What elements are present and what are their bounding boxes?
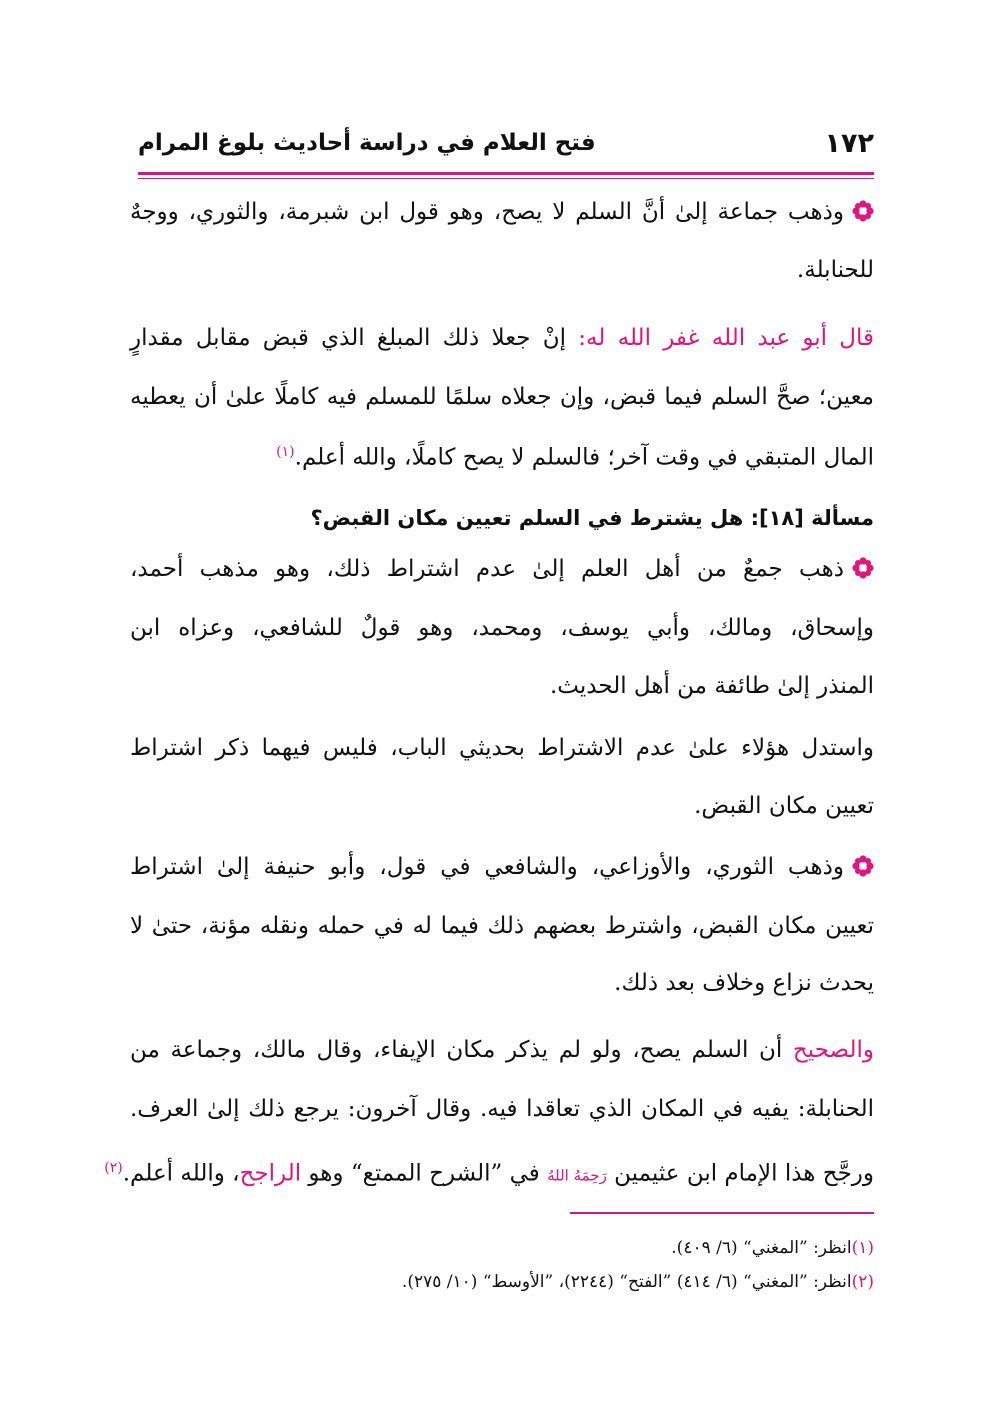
p6-line3-c: ، والله أعلم. (122, 1160, 240, 1187)
p1-line1: وذهب جماعة إلىٰ أنَّ السلم لا يصح، وهو قول ابن شبرمة، والثوري، ووجهٌ (130, 199, 844, 225)
paragraph-line (130, 851, 874, 883)
p2-line3: المال المتبقي في وقت آخر؛ فالسلم لا يصح كاملًا، والله أعلم. (294, 444, 874, 471)
p3-line1: ذهب جمعٌ من أهل العلم إلىٰ عدم اشتراط ذلك، وهو مذهب أحمد، (130, 556, 844, 582)
p2-line1: إنْ جعلا ذلك المبلغ الذي قبض مقابل مقدارٍ (130, 325, 579, 351)
header-rule-bottom (138, 178, 874, 179)
book-title: فتح العلام في دراسة أحاديث بلوغ المرام (138, 130, 596, 156)
paragraph-line (130, 1034, 874, 1066)
footnote (671, 1236, 874, 1260)
paragraph-line (130, 322, 874, 354)
p6-line2: الحنابلة: يفيه في المكان الذي تعاقدا فيه. وقال آخرون: يرجع ذلك إلىٰ العرف. (130, 1096, 874, 1122)
p1-line2: للحنابلة. (796, 257, 874, 283)
footnote-separator (570, 1212, 874, 1214)
paragraph-line (130, 553, 874, 585)
p2-line2: معين؛ صحَّ السلم فيما قبض، وإن جعلاه سلمًا للمسلم فيه كاملًا علىٰ أن يعطيه (130, 384, 874, 410)
p4-line2: تعيين مكان القبض. (694, 793, 874, 819)
p5-line3: يحدث نزاع وخلاف بعد ذلك. (614, 970, 874, 996)
footnote-marker[interactable]: (١) (276, 444, 295, 460)
page-header (138, 128, 874, 168)
flower-ornament-icon (852, 200, 874, 222)
paragraph-line (130, 436, 874, 474)
paragraph-line (130, 196, 874, 228)
footnote-number: (٢) (851, 1272, 874, 1292)
footnote (402, 1270, 874, 1294)
flower-ornament-icon (852, 557, 874, 579)
footnote-number: (١) (851, 1238, 874, 1258)
footnote-text: انظر: ”المغني“ (٦/ ٤١٤) ”الفتح“ (٢٢٤٤)، ”الأوسط“ (١٠/ ٢٧٥). (401, 1272, 852, 1292)
page-number: ١٧٢ (824, 128, 874, 159)
correct-view-label: والصحيح (792, 1037, 874, 1063)
footnote-text: انظر: ”المغني“ (٦/ ٤٠٩). (671, 1238, 852, 1258)
p4-line1: واستدل هؤلاء علىٰ عدم الاشتراط بحديثي الباب، فليس فيهما ذكر اشتراط (130, 735, 874, 761)
p6-line1: أن السلم يصح، ولو لم يذكر مكان الإيفاء، وقال مالك، وجماعة من (130, 1037, 793, 1063)
paragraph-line (104, 1152, 874, 1192)
footnote-marker[interactable]: (٢) (104, 1160, 123, 1176)
question-heading (130, 502, 874, 534)
header-rule-top (138, 172, 874, 175)
honorific-text: رَحِمَهُ اللهُ (547, 1166, 607, 1185)
flower-ornament-icon (852, 855, 874, 877)
p3-line3: المنذر إلىٰ طائفة من أهل الحديث. (550, 673, 874, 699)
rajih-label: الراجح (239, 1160, 302, 1187)
p3-line2: وإسحاق، ومالك، وأبي يوسف، ومحمد، وهو قولٌ للشافعي، وعزاه ابن (130, 615, 874, 641)
p5-line1: وذهب الثوري، والأوزاعي، والشافعي في قول، وأبو حنيفة إلىٰ اشتراط (130, 854, 844, 880)
author-speaker-label: قال أبو عبد الله غفر الله له: (578, 325, 874, 351)
p6-line3-b: في ”الشرح الممتع“ وهو (301, 1160, 548, 1187)
p5-line2: تعيين مكان القبض، واشترط بعضهم ذلك فيما له في حمله ونقله مؤنة، حتىٰ لا (130, 913, 874, 939)
question-text: هل يشترط في السلم تعيين مكان القبض؟ (310, 506, 751, 530)
p6-line3-a: ورجَّح هذا الإمام ابن عثيمين (606, 1160, 874, 1187)
question-label: مسألة [١٨]: (750, 506, 874, 530)
